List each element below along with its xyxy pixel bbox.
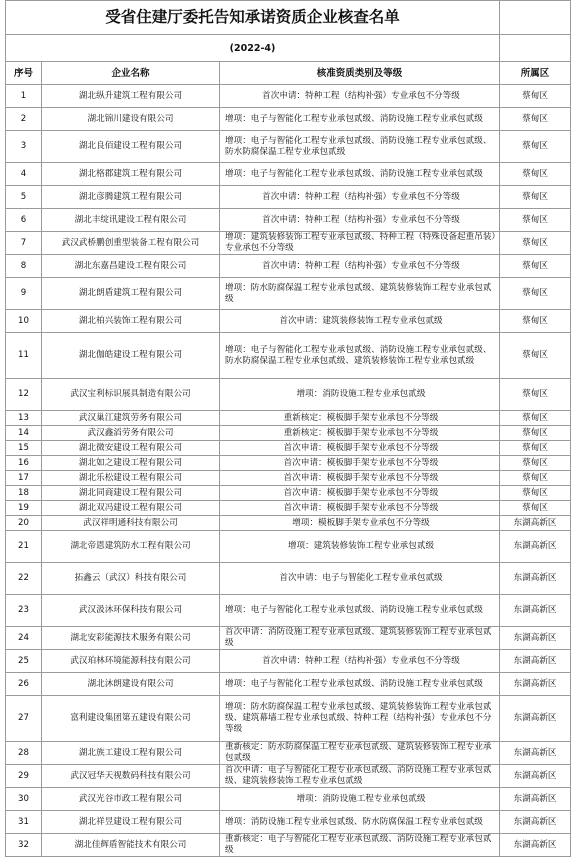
table-row xyxy=(6,310,571,333)
company-name: 湖北双冯建设工程有限公司 xyxy=(42,501,220,516)
company-name: 武汉武桥鹏创重型装备工程有限公司 xyxy=(42,232,220,255)
qualification: 首次申请：建筑装修装饰工程专业承包贰级 xyxy=(220,310,500,333)
table-row xyxy=(6,501,571,516)
qualification: 首次申请：模板脚手架专业承包不分等级 xyxy=(220,471,500,486)
qualification: 首次申请：消防设施工程专业承包贰级、建筑装修装饰工程专业承包贰级 xyxy=(220,627,500,650)
qualification: 增项：消防设施工程专业承包贰级 xyxy=(220,379,500,411)
row-index: 17 xyxy=(6,471,42,486)
company-name: 湖北帝恩建筑防水工程有限公司 xyxy=(42,531,220,563)
company-name: 湖北东嘉昌建设工程有限公司 xyxy=(42,255,220,278)
header-district: 所属区 xyxy=(500,62,571,85)
company-name: 湖北微安建设工程有限公司 xyxy=(42,441,220,456)
qualification: 重新核定：模板脚手架专业承包不分等级 xyxy=(220,411,500,426)
company-name: 湖北锦川建设有限公司 xyxy=(42,108,220,131)
table-row xyxy=(6,811,571,834)
company-name: 湖北丰绽讯建设工程有限公司 xyxy=(42,209,220,232)
company-name: 湖北良佰建设工程有限公司 xyxy=(42,131,220,163)
row-index: 12 xyxy=(6,379,42,411)
table-row xyxy=(6,595,571,627)
header-company: 企业名称 xyxy=(42,62,220,85)
table-row xyxy=(6,788,571,811)
company-name: 武汉珀林环境能源科技有限公司 xyxy=(42,650,220,673)
table-row xyxy=(6,278,571,310)
qualification: 首次申请：特种工程（结构补强）专业承包不分等级 xyxy=(220,85,500,108)
district: 蔡甸区 xyxy=(500,209,571,232)
qualification: 首次申请：电子与智能化工程专业承包贰级、消防设施工程专业承包贰级、建筑装修装饰工程专业承包贰级 xyxy=(220,765,500,788)
qualification: 首次申请：特种工程（结构补强）专业承包不分等级 xyxy=(220,186,500,209)
table-row xyxy=(6,471,571,486)
row-index: 3 xyxy=(6,131,42,163)
district: 蔡甸区 xyxy=(500,131,571,163)
company-name: 湖北族工建设工程有限公司 xyxy=(42,742,220,765)
qualification: 首次申请：特种工程（结构补强）专业承包不分等级 xyxy=(220,650,500,673)
district: 蔡甸区 xyxy=(500,441,571,456)
row-index: 22 xyxy=(6,563,42,595)
district: 蔡甸区 xyxy=(500,456,571,471)
district: 蔡甸区 xyxy=(500,426,571,441)
district: 蔡甸区 xyxy=(500,486,571,501)
company-name: 武汉光谷市政工程有限公司 xyxy=(42,788,220,811)
row-index: 32 xyxy=(6,834,42,857)
table-row xyxy=(6,516,571,531)
row-index: 30 xyxy=(6,788,42,811)
table-row xyxy=(6,426,571,441)
row-index: 16 xyxy=(6,456,42,471)
row-index: 8 xyxy=(6,255,42,278)
row-index: 18 xyxy=(6,486,42,501)
company-name: 湖北祥昱建设工程有限公司 xyxy=(42,811,220,834)
district: 东湖高新区 xyxy=(500,650,571,673)
row-index: 25 xyxy=(6,650,42,673)
district: 东湖高新区 xyxy=(500,563,571,595)
company-name: 拓鑫云（武汉）科技有限公司 xyxy=(42,563,220,595)
document-title: 受省住建厅委托告知承诺资质企业核查名单 xyxy=(6,1,500,35)
district: 东湖高新区 xyxy=(500,765,571,788)
table-row xyxy=(6,486,571,501)
table-row xyxy=(6,673,571,696)
row-index: 19 xyxy=(6,501,42,516)
table-row xyxy=(6,379,571,411)
district: 蔡甸区 xyxy=(500,379,571,411)
row-index: 27 xyxy=(6,696,42,742)
company-name: 湖北伽皓建设工程有限公司 xyxy=(42,333,220,379)
subtitle-blank-cell xyxy=(500,35,571,62)
row-index: 5 xyxy=(6,186,42,209)
title-row xyxy=(6,1,571,35)
district: 东湖高新区 xyxy=(500,531,571,563)
row-index: 28 xyxy=(6,742,42,765)
qualification: 增项：建筑装修装饰工程专业承包贰级 xyxy=(220,531,500,563)
district: 东湖高新区 xyxy=(500,516,571,531)
table-row xyxy=(6,186,571,209)
table-row xyxy=(6,232,571,255)
company-name: 湖北彦腾建筑工程有限公司 xyxy=(42,186,220,209)
row-index: 10 xyxy=(6,310,42,333)
table-row xyxy=(6,742,571,765)
district: 东湖高新区 xyxy=(500,811,571,834)
company-name: 武汉冠华天视数码科技有限公司 xyxy=(42,765,220,788)
qualification: 增项：电子与智能化工程专业承包贰级、消防设施工程专业承包贰级 xyxy=(220,108,500,131)
row-index: 4 xyxy=(6,163,42,186)
table-row xyxy=(6,834,571,857)
company-name: 武汉宝利标识展具制造有限公司 xyxy=(42,379,220,411)
qualification: 增项：防水防腐保温工程专业承包贰级、建筑装修装饰工程专业承包贰级 xyxy=(220,278,500,310)
qualification: 增项：消防设施工程专业承包贰级 xyxy=(220,788,500,811)
header-index: 序号 xyxy=(6,62,42,85)
qualification: 首次申请：模板脚手架专业承包不分等级 xyxy=(220,486,500,501)
row-index: 1 xyxy=(6,85,42,108)
row-index: 13 xyxy=(6,411,42,426)
qualification: 重新核定：防水防腐保温工程专业承包贰级、建筑装修装饰工程专业承包贰级 xyxy=(220,742,500,765)
district: 东湖高新区 xyxy=(500,696,571,742)
row-index: 26 xyxy=(6,673,42,696)
row-index: 6 xyxy=(6,209,42,232)
row-index: 7 xyxy=(6,232,42,255)
row-index: 14 xyxy=(6,426,42,441)
district: 蔡甸区 xyxy=(500,85,571,108)
district: 东湖高新区 xyxy=(500,788,571,811)
qualification: 增项：电子与智能化工程专业承包贰级、消防设施工程专业承包贰级 xyxy=(220,595,500,627)
district: 蔡甸区 xyxy=(500,333,571,379)
row-index: 31 xyxy=(6,811,42,834)
district: 蔡甸区 xyxy=(500,501,571,516)
table-row xyxy=(6,163,571,186)
qualification: 首次申请：特种工程（结构补强）专业承包不分等级 xyxy=(220,209,500,232)
table-row xyxy=(6,650,571,673)
district: 蔡甸区 xyxy=(500,108,571,131)
district: 东湖高新区 xyxy=(500,673,571,696)
company-name: 富利建设集团第五建设有限公司 xyxy=(42,696,220,742)
table-row xyxy=(6,255,571,278)
document-page xyxy=(5,0,570,857)
table-row xyxy=(6,209,571,232)
row-index: 24 xyxy=(6,627,42,650)
company-name: 湖北佳辉盾智能技术有限公司 xyxy=(42,834,220,857)
company-name: 湖北同商建设工程有限公司 xyxy=(42,486,220,501)
table-row xyxy=(6,765,571,788)
district: 蔡甸区 xyxy=(500,186,571,209)
qualification: 首次申请：模板脚手架专业承包不分等级 xyxy=(220,441,500,456)
company-name: 武汉汲沐环保科技有限公司 xyxy=(42,595,220,627)
district: 东湖高新区 xyxy=(500,742,571,765)
company-name: 湖北乐松建设工程有限公司 xyxy=(42,471,220,486)
row-index: 29 xyxy=(6,765,42,788)
title-blank-cell xyxy=(500,1,571,35)
company-name: 湖北柏兴装饰工程有限公司 xyxy=(42,310,220,333)
qualification: 增项：电子与智能化工程专业承包贰级、消防设施工程专业承包贰级 xyxy=(220,673,500,696)
table-row xyxy=(6,456,571,471)
district: 蔡甸区 xyxy=(500,411,571,426)
table-row xyxy=(6,411,571,426)
row-index: 23 xyxy=(6,595,42,627)
district: 蔡甸区 xyxy=(500,255,571,278)
row-index: 15 xyxy=(6,441,42,456)
row-index: 2 xyxy=(6,108,42,131)
district: 蔡甸区 xyxy=(500,278,571,310)
row-index: 9 xyxy=(6,278,42,310)
district: 蔡甸区 xyxy=(500,232,571,255)
table-row xyxy=(6,441,571,456)
document-subtitle: (2022-4) xyxy=(6,35,500,62)
row-index: 11 xyxy=(6,333,42,379)
company-name: 湖北格郡建筑工程有限公司 xyxy=(42,163,220,186)
table-row xyxy=(6,85,571,108)
qualification: 首次申请：电子与智能化工程专业承包贰级 xyxy=(220,563,500,595)
qualification: 重新核定：电子与智能化工程专业承包贰级、消防设施工程专业承包贰级 xyxy=(220,834,500,857)
qualification: 增项：电子与智能化工程专业承包贰级、消防设施工程专业承包贰级 xyxy=(220,163,500,186)
company-name: 武汉祥明通科技有限公司 xyxy=(42,516,220,531)
table-row xyxy=(6,531,571,563)
table-row xyxy=(6,696,571,742)
company-name: 武汉巢江建筑劳务有限公司 xyxy=(42,411,220,426)
qualification: 首次申请：特种工程（结构补强）专业承包不分等级 xyxy=(220,255,500,278)
table-row xyxy=(6,131,571,163)
row-index: 21 xyxy=(6,531,42,563)
qualification: 首次申请：模板脚手架专业承包不分等级 xyxy=(220,456,500,471)
company-name: 湖北安彩能源技术服务有限公司 xyxy=(42,627,220,650)
table-row xyxy=(6,333,571,379)
qualification: 增项：模板脚手架专业承包不分等级 xyxy=(220,516,500,531)
qualification: 重新核定：模板脚手架专业承包不分等级 xyxy=(220,426,500,441)
qualification: 增项：建筑装修装饰工程专业承包贰级、特种工程（特殊设备起重吊装）专业承包不分等级 xyxy=(220,232,500,255)
district: 东湖高新区 xyxy=(500,834,571,857)
district: 东湖高新区 xyxy=(500,595,571,627)
row-index: 20 xyxy=(6,516,42,531)
header-row xyxy=(6,62,571,85)
qualification: 增项：电子与智能化工程专业承包贰级、消防设施工程专业承包贰级、防水防腐保温工程专业承包贰级、建筑装修装饰工程专业承包贰级 xyxy=(220,333,500,379)
table-row xyxy=(6,108,571,131)
qualification: 增项：防水防腐保温工程专业承包贰级、建筑装修装饰工程专业承包贰级、建筑幕墙工程专业承包贰级、特种工程（结构补强）专业承包不分等级 xyxy=(220,696,500,742)
qualification: 增项：消防设施工程专业承包贰级、防水防腐保温工程专业承包贰级 xyxy=(220,811,500,834)
district: 蔡甸区 xyxy=(500,163,571,186)
company-name: 湖北沐朗建设有限公司 xyxy=(42,673,220,696)
qualification: 增项：电子与智能化工程专业承包贰级、消防设施工程专业承包贰级、防水防腐保温工程专业承包贰级 xyxy=(220,131,500,163)
district: 蔡甸区 xyxy=(500,471,571,486)
company-name: 湖北朗盾建筑工程有限公司 xyxy=(42,278,220,310)
district: 东湖高新区 xyxy=(500,627,571,650)
company-name: 湖北如之建设工程有限公司 xyxy=(42,456,220,471)
table-row xyxy=(6,563,571,595)
header-qualification: 核准资质类别及等级 xyxy=(220,62,500,85)
company-name: 湖北纵升建筑工程有限公司 xyxy=(42,85,220,108)
subtitle-row xyxy=(6,35,571,62)
company-name: 武汉鑫滔劳务有限公司 xyxy=(42,426,220,441)
verification-table xyxy=(5,0,571,857)
district: 蔡甸区 xyxy=(500,310,571,333)
qualification: 首次申请：模板脚手架专业承包不分等级 xyxy=(220,501,500,516)
table-row xyxy=(6,627,571,650)
